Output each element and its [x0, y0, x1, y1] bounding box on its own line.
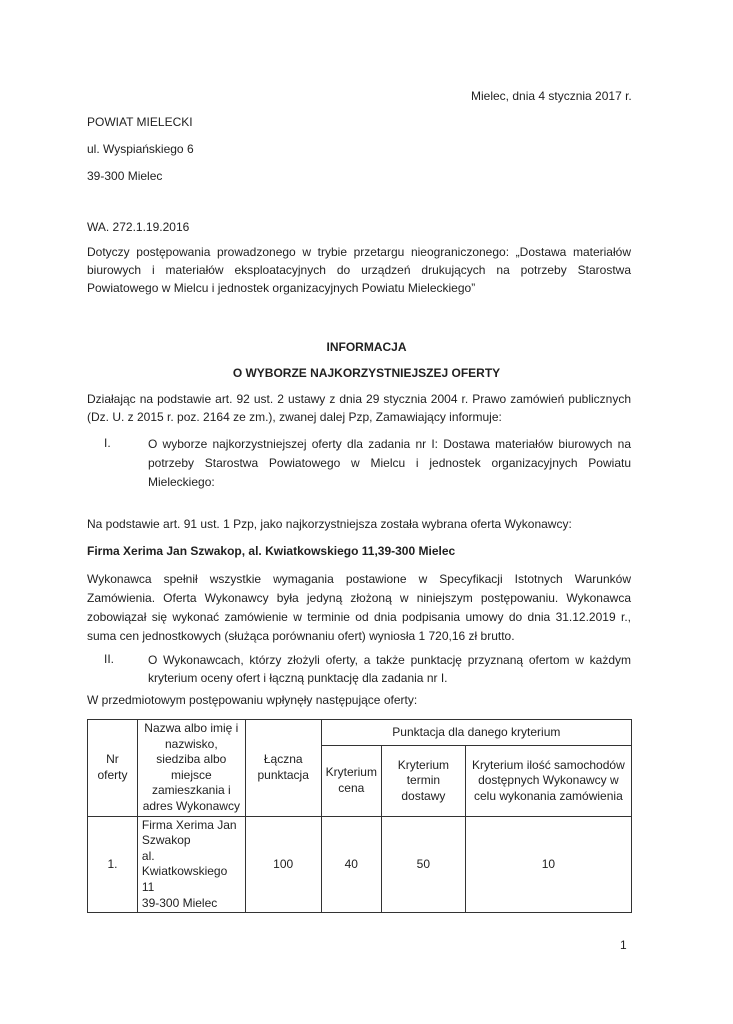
header-nr: Nr oferty — [88, 720, 138, 817]
org-street: ul. Wyspiańskiego 6 — [87, 142, 194, 156]
header-vehicles: Kryterium ilość samochodów dostępnych Wykonawcy w celu wykonania zamówienia — [465, 746, 631, 816]
contractor-line: al. Kwiatkowskiego — [141, 848, 228, 879]
section-1-number: I. — [104, 436, 111, 450]
cell-vehicles: 10 — [465, 816, 631, 913]
header-price: Kryterium cena — [321, 746, 381, 816]
header-contractor: Nazwa albo imię i nazwisko, siedziba albo miejsce zamieszkania i adres Wykonawcy — [137, 720, 245, 817]
winning-offer: Firma Xerima Jan Szwakop, al. Kwiatkowskiego 11,39-300 Mielec — [87, 544, 456, 558]
header-criteria-group: Punktacja dla danego kryterium — [321, 720, 631, 746]
header-total: Łączna punktacja — [245, 720, 321, 817]
header-deadline: Kryterium termin dostawy — [381, 746, 465, 816]
contractor-line: Firma Xerima Jan — [141, 817, 237, 832]
org-name: POWIAT MIELECKI — [87, 115, 193, 129]
cell-deadline: 50 — [381, 816, 465, 913]
table-row — [88, 816, 632, 913]
cell-nr: 1. — [88, 816, 138, 913]
offers-table — [87, 719, 632, 913]
contractor-line: 11 — [141, 879, 155, 894]
legal-basis-paragraph: Działając na podstawie art. 92 ust. 2 ustawy z dnia 29 stycznia 2004 r. Prawo zamówień publicznych (Dz. U. z 2015 r. poz. 2164 ze zm.), zwanej dalej Pzp, Zamawiający informuje: — [87, 392, 631, 424]
cell-total: 100 — [245, 816, 321, 913]
document-subtitle: O WYBORZE NAJKORZYSTNIEJSZEJ OFERTY — [232, 366, 501, 380]
page-number: 1 — [620, 938, 627, 952]
place-and-date: Mielec, dnia 4 stycznia 2017 r. — [471, 89, 632, 103]
reference-number: WA. 272.1.19.2016 — [87, 220, 190, 234]
section-2-text: O Wykonawcach, którzy złożyli oferty, a także punktację przyznaną ofertom w każdym kryterium oceny ofert i łączną punktację dla zadania nr I. — [148, 653, 631, 685]
org-city: 39-300 Mielec — [87, 169, 163, 183]
cell-price: 40 — [321, 816, 381, 913]
cell-contractor — [137, 816, 245, 913]
offers-intro: W przedmiotowym postępowaniu wpłynęły następujące oferty: — [87, 693, 418, 707]
selection-basis: Na podstawie art. 91 ust. 1 Pzp, jako najkorzystniejsza została wybrana oferta Wykonawcy: — [87, 517, 572, 531]
document-title: INFORMACJA — [326, 340, 407, 354]
justification-paragraph: Wykonawca spełnił wszystkie wymagania postawione w Specyfikacji Istotnych Warunków Zamówienia. Oferta Wykonawcy była jedyną złożoną w niniejszym postępowaniu. Wykonawca zobowiązał się wykonać zamówienie w terminie od dnia podpisania umowy do dnia 31.12.2019 r., suma cen jednostkowych (służąca porównaniu ofert) wyniosła 1 720,16 zł brutto. — [87, 572, 631, 643]
section-1-text: O wyborze najkorzystniejszej oferty dla zadania nr I: Dostawa materiałów biurowych na potrzeby Starostwa Powiatowego w Mielcu i jednostek organizacyjnych Powiatu Mieleckiego: — [148, 437, 631, 489]
subject-paragraph: Dotyczy postępowania prowadzonego w trybie przetargu nieograniczonego: „Dostawa materiałów biurowych i materiałów eksploatacyjnych do urządzeń drukujących na potrzeby Starostwa Powiatowego w Mielcu i jednostek organizacyjnych Powiatu Mieleckiego” — [87, 245, 631, 295]
contractor-line: Szwakop — [141, 833, 191, 848]
section-2-number: II. — [104, 652, 115, 666]
contractor-line: 39-300 Mielec — [141, 895, 218, 910]
table-header-row — [88, 720, 632, 746]
